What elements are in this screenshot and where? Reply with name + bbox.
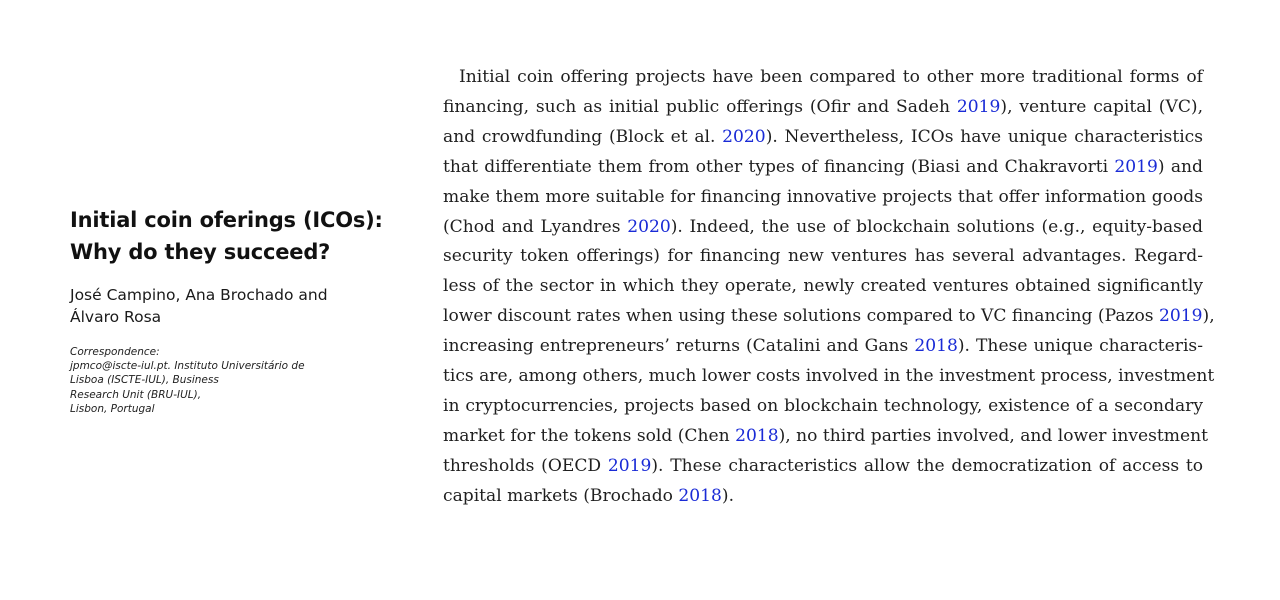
paragraph-line (443, 392, 1203, 422)
paragraph-line (443, 272, 1203, 302)
paragraph-text: in cryptocurrencies, projects based on blockchain technology, existence of a secondary (443, 395, 1203, 416)
paragraph-text: ). Indeed, the use of blockchain solutions (e.g., equity-based (670, 216, 1203, 237)
paragraph-line (443, 93, 1203, 123)
correspondence-line: Lisboa (ISCTE-IUL), Business (70, 374, 219, 387)
article-title (70, 204, 390, 268)
paragraph-text: lower discount rates when using these solutions compared to VC financing (Pazos (443, 306, 1160, 327)
paragraph-text: (Chod and Lyandres (443, 216, 628, 237)
paragraph-text: market for the tokens sold (Chen (443, 425, 736, 446)
citation-link[interactable]: 2020 (627, 216, 671, 237)
citation-link[interactable]: 2018 (914, 336, 958, 357)
paragraph-text: capital markets (Brochado (443, 485, 679, 506)
paragraph-text: thresholds (OECD (443, 455, 608, 476)
citation-link[interactable]: 2019 (1114, 156, 1158, 177)
paragraph-line (443, 183, 1203, 213)
paragraph-text: ). These unique characteris- (957, 336, 1203, 357)
authors-line-2: Álvaro Rosa (70, 308, 162, 326)
paragraph-text: less of the sector in which they operate, newly created ventures obtained significantly (443, 276, 1203, 297)
correspondence-line: Research Unit (BRU-IUL), (70, 388, 202, 401)
paragraph-line (443, 63, 1203, 93)
article-header (70, 204, 390, 416)
correspondence-line: jpmco@iscte-iul.pt. Instituto Universitário de (70, 360, 305, 373)
citation-link[interactable]: 2018 (678, 485, 722, 506)
paragraph-line (443, 452, 1203, 482)
authors (70, 284, 390, 328)
paragraph-line (443, 153, 1203, 183)
paragraph-text: ) and (1157, 156, 1203, 177)
paragraph-line (443, 213, 1203, 243)
citation-link[interactable]: 2019 (956, 96, 1001, 117)
citation-link[interactable]: 2018 (735, 425, 779, 446)
paragraph-text: ). (721, 485, 735, 506)
body-paragraph (443, 63, 1215, 512)
paragraph-text: increasing entrepreneurs’ returns (Catalini and Gans (443, 336, 915, 357)
paragraph-text: ), no third parties involved, and lower investment (778, 425, 1208, 446)
citation-link[interactable]: 2020 (722, 126, 766, 147)
paragraph-line (443, 332, 1203, 362)
correspondence-line: Lisbon, Portugal (70, 402, 155, 415)
paragraph-line (443, 362, 1215, 392)
paragraph-text: financing, such as initial public offerings (Ofir and Sadeh (443, 96, 957, 117)
paragraph-text: security token offerings) for financing new ventures has several advantages. Regard- (443, 246, 1203, 267)
paragraph-text: make them more suitable for financing innovative projects that offer information goods (443, 186, 1203, 207)
article-title-line-1: Initial coin oferings (ICOs): (70, 208, 383, 232)
paragraph-text: that differentiate them from other types of financing (Biasi and Chakravorti (443, 156, 1115, 177)
correspondence-note (70, 345, 390, 416)
citation-link[interactable]: 2019 (1159, 306, 1203, 327)
paragraph-text: Initial coin offering projects have been compared to other more traditional forms of (459, 67, 1203, 87)
paragraph-line (443, 482, 1203, 512)
paragraph-text: tics are, among others, much lower costs involved in the investment process, investment (443, 366, 1215, 387)
paragraph-text: and crowdfunding (Block et al. (443, 126, 723, 147)
paragraph-text: ). Nevertheless, ICOs have unique characteristics (765, 126, 1204, 147)
paragraph-text: ), venture capital (VC), (1000, 96, 1204, 117)
paragraph-line (443, 242, 1203, 272)
paragraph-text: ), (1202, 306, 1215, 327)
paragraph-line (443, 302, 1215, 332)
authors-line-1: José Campino, Ana Brochado and (70, 286, 328, 304)
paragraph-line (443, 422, 1208, 452)
paragraph-line (443, 123, 1203, 153)
correspondence-line: Correspondence: (70, 346, 160, 358)
article-title-line-2: Why do they succeed? (70, 240, 331, 264)
paragraph-text: ). These characteristics allow the democratization of access to (651, 455, 1204, 476)
citation-link[interactable]: 2019 (607, 455, 652, 476)
